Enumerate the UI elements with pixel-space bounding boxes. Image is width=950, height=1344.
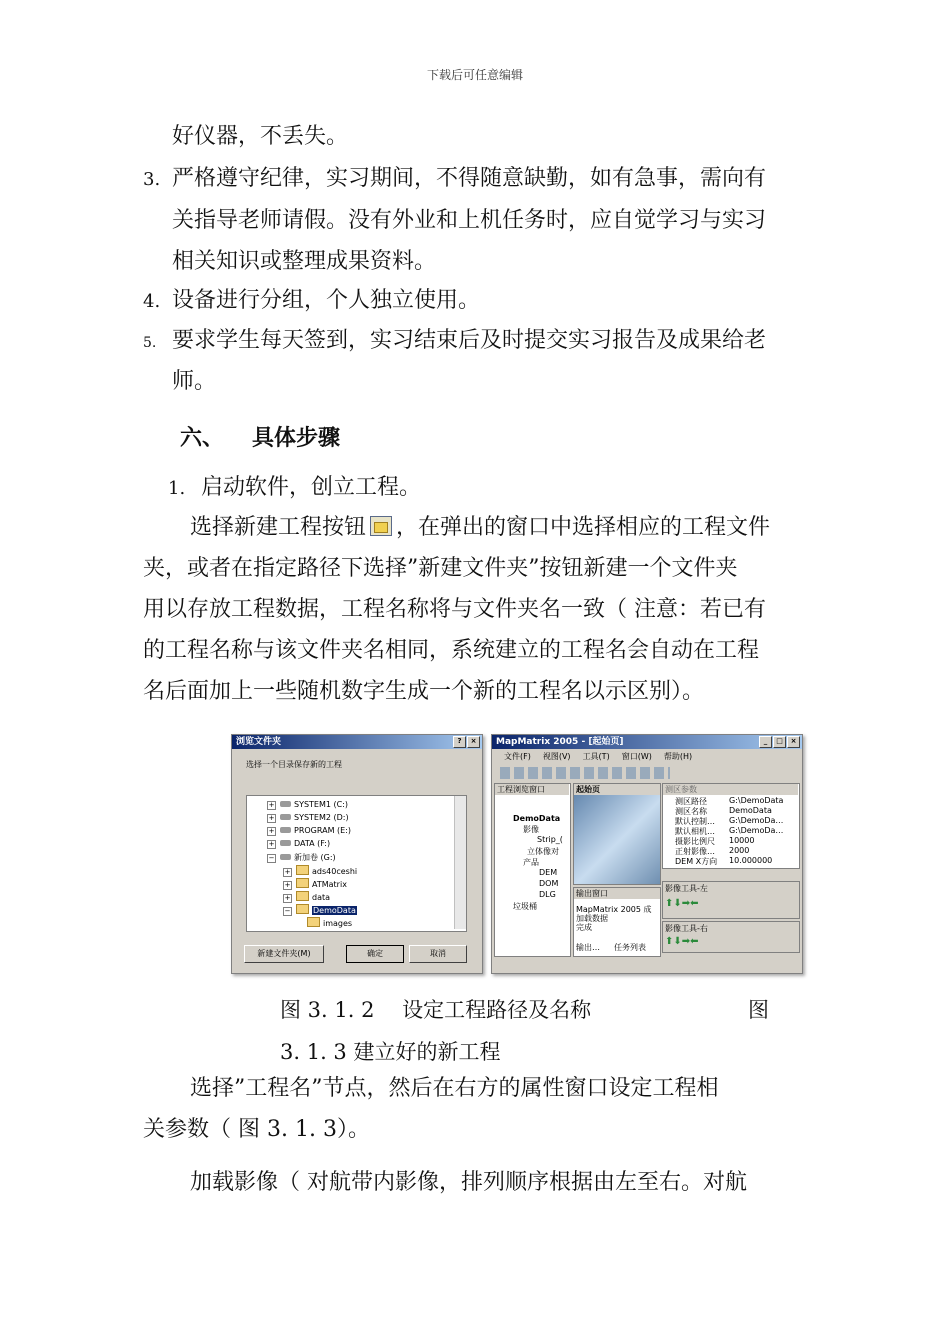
tree-item-selected[interactable]: − DemoData xyxy=(284,906,356,915)
step-heading xyxy=(168,475,421,502)
step-number: 1. xyxy=(168,478,186,499)
para-line: 名后面加上一些随机数字生成一个新的工程名以示区别）。 xyxy=(143,679,705,704)
para-line: 用以存放工程数据，工程名称将与文件夹名一致（ 注意：若已有 xyxy=(143,597,766,622)
list-item-4 xyxy=(143,288,480,315)
output-line: 完成 xyxy=(576,923,592,932)
output-line: 加载数据 xyxy=(576,914,608,923)
prop-name: 默认相机… xyxy=(675,827,715,836)
new-folder-button[interactable]: 新建文件夹(M) xyxy=(244,945,324,963)
prop-value[interactable]: G:\DemoDa… xyxy=(729,816,784,825)
tab-start[interactable]: 起始页 xyxy=(574,784,660,795)
para-line: 相关知识或整理成果资料。 xyxy=(172,249,437,274)
toolbar[interactable] xyxy=(500,767,670,779)
tree-node[interactable]: 影像 xyxy=(523,825,539,834)
drive-icon xyxy=(280,814,291,820)
prop-value[interactable]: G:\DemoData xyxy=(729,796,784,805)
drive-icon xyxy=(280,801,291,807)
section-heading xyxy=(180,421,340,452)
drive-icon xyxy=(280,840,291,846)
tree-node[interactable]: DLG xyxy=(539,890,556,899)
properties-panel xyxy=(662,783,800,869)
panel-title: 工程浏览窗口 xyxy=(495,784,569,795)
image-tools-left xyxy=(662,881,800,919)
para-line: 加载影像（ 对航带内影像，排列顺序根据由左至右。对航 xyxy=(190,1170,747,1195)
mapmatrix-window xyxy=(491,734,803,974)
figure-caption: 3. 1. 3 建立好的新工程 xyxy=(280,1040,501,1064)
tree-item[interactable]: + ads40ceshi xyxy=(284,867,358,876)
ok-button[interactable]: 确定 xyxy=(346,945,404,963)
output-line: MapMatrix 2005 成 xyxy=(576,905,652,914)
text-run: ，在弹出的窗口中选择相应的工程文件 xyxy=(396,515,771,540)
tree-node[interactable]: 产品 xyxy=(523,858,539,867)
output-window xyxy=(573,887,661,957)
menu-bar xyxy=(504,751,692,762)
para-line xyxy=(190,515,770,541)
props-header: 测区参数 xyxy=(663,784,798,795)
para-line: 关指导老师请假。没有外业和上机任务时，应自觉学习与实习 xyxy=(172,208,767,233)
tab-output[interactable]: 输出… xyxy=(576,943,600,952)
menu-view[interactable]: 视图(V) xyxy=(542,752,571,761)
tree-item[interactable]: − 新加卷 (G:) xyxy=(268,853,336,862)
tree-node[interactable]: DemoData xyxy=(513,814,561,823)
list-text: 严格遵守纪律，实习期间，不得随意缺勤，如有急事，需向有 xyxy=(172,166,767,191)
para-line: 关参数（ 图 3. 1. 3）。 xyxy=(143,1117,370,1142)
section-number: 六、 xyxy=(180,425,225,451)
figure-caption: 图 xyxy=(748,998,769,1022)
tree-item[interactable]: + SYSTEM2 (D:) xyxy=(268,813,349,822)
list-number: 5. xyxy=(143,335,157,351)
menu-help[interactable]: 帮助(H) xyxy=(663,752,693,761)
app-title: MapMatrix 2005 - [起始页] xyxy=(496,737,624,747)
maximize-icon[interactable]: □ xyxy=(773,736,786,748)
start-page xyxy=(573,783,661,885)
list-text: 设备进行分组，个人独立使用。 xyxy=(172,288,481,313)
prop-value[interactable]: 2000 xyxy=(729,846,750,855)
prop-name: DEM X方向 xyxy=(675,857,718,866)
prop-value[interactable]: 10.000000 xyxy=(729,856,773,865)
page-header: 下载后可任意编辑 xyxy=(426,68,523,82)
tree-item[interactable]: + ATMatrix xyxy=(284,880,347,889)
dialog-prompt: 选择一个目录保存新的工程 xyxy=(246,760,342,769)
dialog-title: 浏览文件夹 xyxy=(236,737,282,747)
para-line: 的工程名称与该文件夹名相同，系统建立的工程名会自动在工程 xyxy=(143,638,760,663)
folder-icon xyxy=(296,904,309,914)
tree-node[interactable]: DEM xyxy=(539,868,558,877)
tree-node[interactable]: Strip_( xyxy=(537,835,563,844)
close-icon[interactable]: × xyxy=(787,736,800,748)
section-title: 具体步骤 xyxy=(252,425,341,451)
prop-name: 测区名称 xyxy=(675,807,707,816)
tree-item[interactable]: + DATA (F:) xyxy=(268,839,331,848)
dialog-titlebar xyxy=(232,735,482,749)
prop-name: 默认控制… xyxy=(675,817,715,826)
tree-item[interactable]: + data xyxy=(284,893,331,902)
para-line: 师。 xyxy=(172,369,217,394)
folder-icon xyxy=(307,917,320,927)
panel-title: 影像工具-左 xyxy=(665,884,708,893)
tree-node[interactable]: 垃圾桶 xyxy=(513,902,537,911)
browse-folder-dialog xyxy=(231,734,483,974)
prop-name: 测区路径 xyxy=(675,797,707,806)
menu-window[interactable]: 窗口(W) xyxy=(621,752,652,761)
tab-tasks[interactable]: 任务列表 xyxy=(614,943,646,952)
para-line: 好仪器，不丢失。 xyxy=(172,124,349,149)
panel-title: 影像工具-右 xyxy=(665,924,708,933)
drive-icon xyxy=(280,854,291,860)
project-explorer xyxy=(494,783,571,957)
close-icon[interactable]: × xyxy=(467,736,480,748)
arrow-icons[interactable]: ⬆⬇➡⬅ xyxy=(665,898,699,909)
tree-node[interactable]: 立体像对 xyxy=(527,847,559,856)
minimize-icon[interactable]: _ xyxy=(759,736,772,748)
drive-icon xyxy=(280,827,291,833)
new-project-icon xyxy=(370,516,392,536)
cancel-button[interactable]: 取消 xyxy=(409,945,467,963)
prop-value[interactable]: G:\DemoDa… xyxy=(729,826,784,835)
prop-value[interactable]: 10000 xyxy=(729,836,755,845)
para-line: 夹，或者在指定路径下选择”新建文件夹”按钮新建一个文件夹 xyxy=(143,556,738,581)
list-item-5 xyxy=(143,328,766,356)
folder-icon xyxy=(296,891,309,901)
tree-node[interactable]: DOM xyxy=(539,879,559,888)
prop-value[interactable]: DemoData xyxy=(729,806,772,815)
text-run: 选择新建工程按钮 xyxy=(190,515,367,540)
menu-file[interactable]: 文件(F) xyxy=(504,752,531,761)
folder-icon xyxy=(296,865,309,875)
scrollbar[interactable] xyxy=(454,796,466,929)
tree-item[interactable]: + PROGRAM (E:) xyxy=(268,826,352,835)
app-titlebar xyxy=(492,735,802,749)
help-icon[interactable]: ? xyxy=(453,736,466,748)
step-text: 启动软件，创立工程。 xyxy=(201,475,422,500)
panel-title: 输出窗口 xyxy=(574,888,660,899)
menu-tools[interactable]: 工具(T) xyxy=(582,752,610,761)
image-tools-right xyxy=(662,921,800,953)
list-item-3 xyxy=(143,166,766,193)
prop-name: 摄影比例尺 xyxy=(675,837,715,846)
tree-item[interactable]: images xyxy=(307,917,352,928)
figure-caption: 图 3. 1. 2 设定工程路径及名称 xyxy=(280,998,592,1022)
tree-item[interactable]: + SYSTEM1 (C:) xyxy=(268,800,349,809)
list-number: 4. xyxy=(143,291,161,312)
para-line: 选择”工程名”节点，然后在右方的属性窗口设定工程相 xyxy=(190,1076,719,1101)
list-text: 要求学生每天签到，实习结束后及时提交实习报告及成果给老 xyxy=(172,328,767,353)
prop-name: 正射影像… xyxy=(675,847,715,856)
folder-icon xyxy=(296,878,309,888)
list-number: 3. xyxy=(143,169,161,190)
arrow-icons[interactable]: ⬆⬇➡⬅ xyxy=(665,936,699,947)
folder-tree[interactable] xyxy=(246,795,467,932)
